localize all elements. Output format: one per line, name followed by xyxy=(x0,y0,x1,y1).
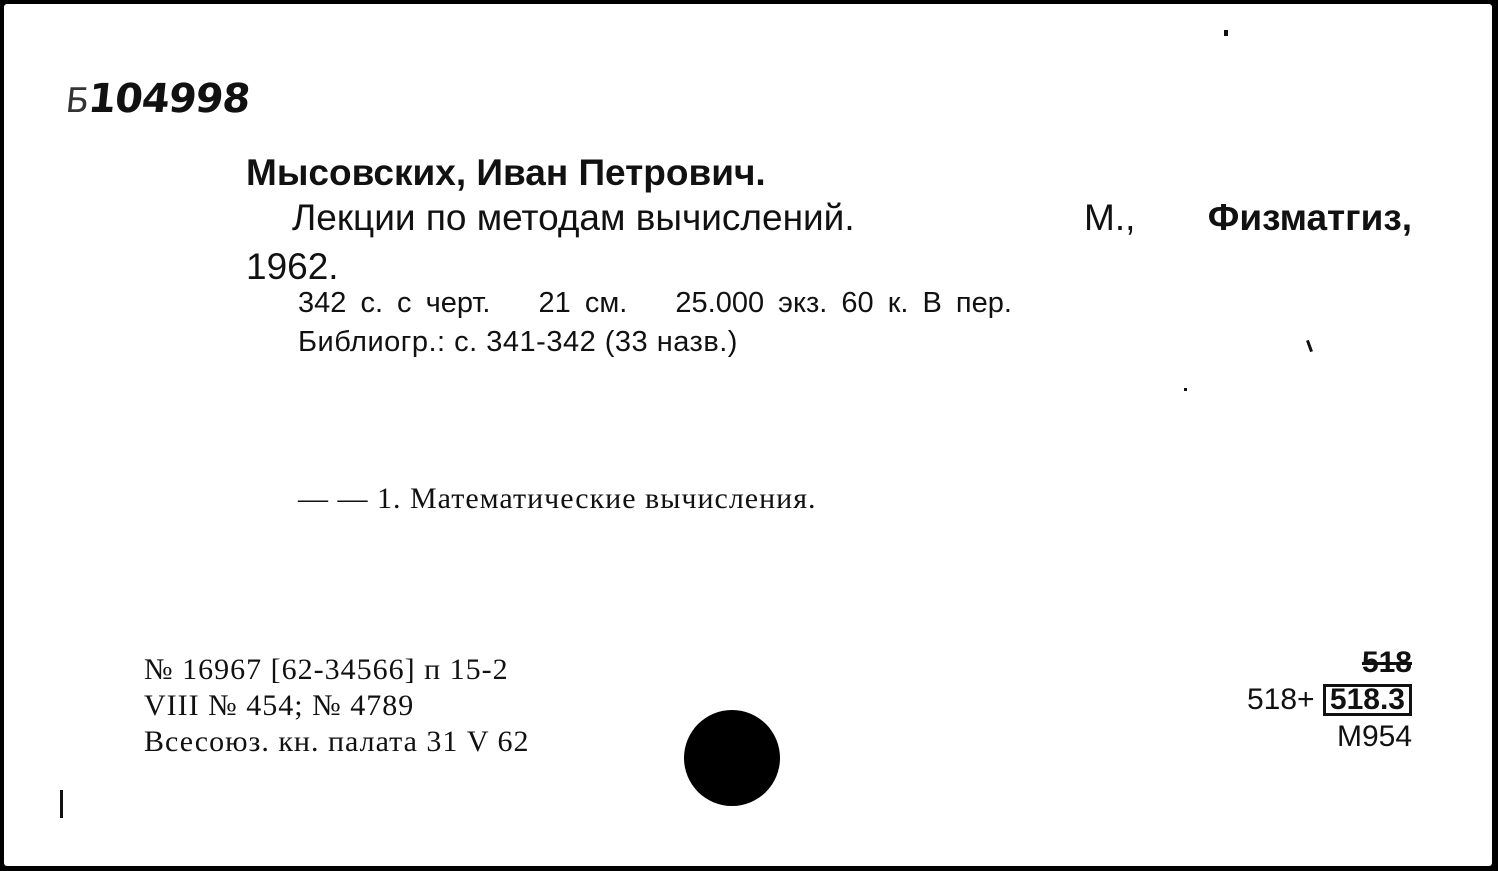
classification-block xyxy=(1247,644,1412,755)
physical-description xyxy=(298,287,1046,320)
speck-mark xyxy=(1224,30,1228,36)
speck-mark xyxy=(1184,388,1187,391)
subject-heading: — — 1. Математические вычисления. xyxy=(298,482,817,515)
inventory-stamp xyxy=(64,76,252,122)
speck-mark xyxy=(60,790,63,818)
bibliography-note: Библиогр.: с. 341-342 (33 назв.) xyxy=(298,326,738,358)
book-size: 21 см. xyxy=(538,287,628,319)
page-count: 342 с. с черт. xyxy=(298,287,491,319)
book-title: Лекции по методам вычислений. xyxy=(292,197,855,238)
author-heading: Мысовских, Иван Петрович. xyxy=(246,152,766,193)
publication-place: М., xyxy=(1084,197,1136,238)
inventory-prefix: Б xyxy=(63,81,91,121)
class-code: 518+ xyxy=(1247,683,1315,716)
publication-year: 1962. xyxy=(246,246,339,287)
punch-hole xyxy=(684,710,780,806)
speck-mark xyxy=(1306,340,1313,352)
catalog-card xyxy=(4,4,1492,866)
record-line: Всесоюз. кн. палата 31 V 62 xyxy=(144,725,530,758)
publisher: Физматгиз, xyxy=(1207,197,1412,238)
class-code-line xyxy=(1247,681,1412,718)
record-block xyxy=(144,652,530,760)
inventory-number: 104998 xyxy=(85,76,252,122)
record-line: № 16967 [62-34566] п 15-2 xyxy=(144,653,509,686)
copies-price: 25.000 экз. 60 к. В пер. xyxy=(675,287,1012,319)
record-line: VIII № 454; № 4789 xyxy=(144,689,415,722)
struck-class-code: 518 xyxy=(1361,646,1412,679)
boxed-class-code: 518.3 xyxy=(1323,684,1412,716)
author-mark: М954 xyxy=(1336,720,1412,753)
